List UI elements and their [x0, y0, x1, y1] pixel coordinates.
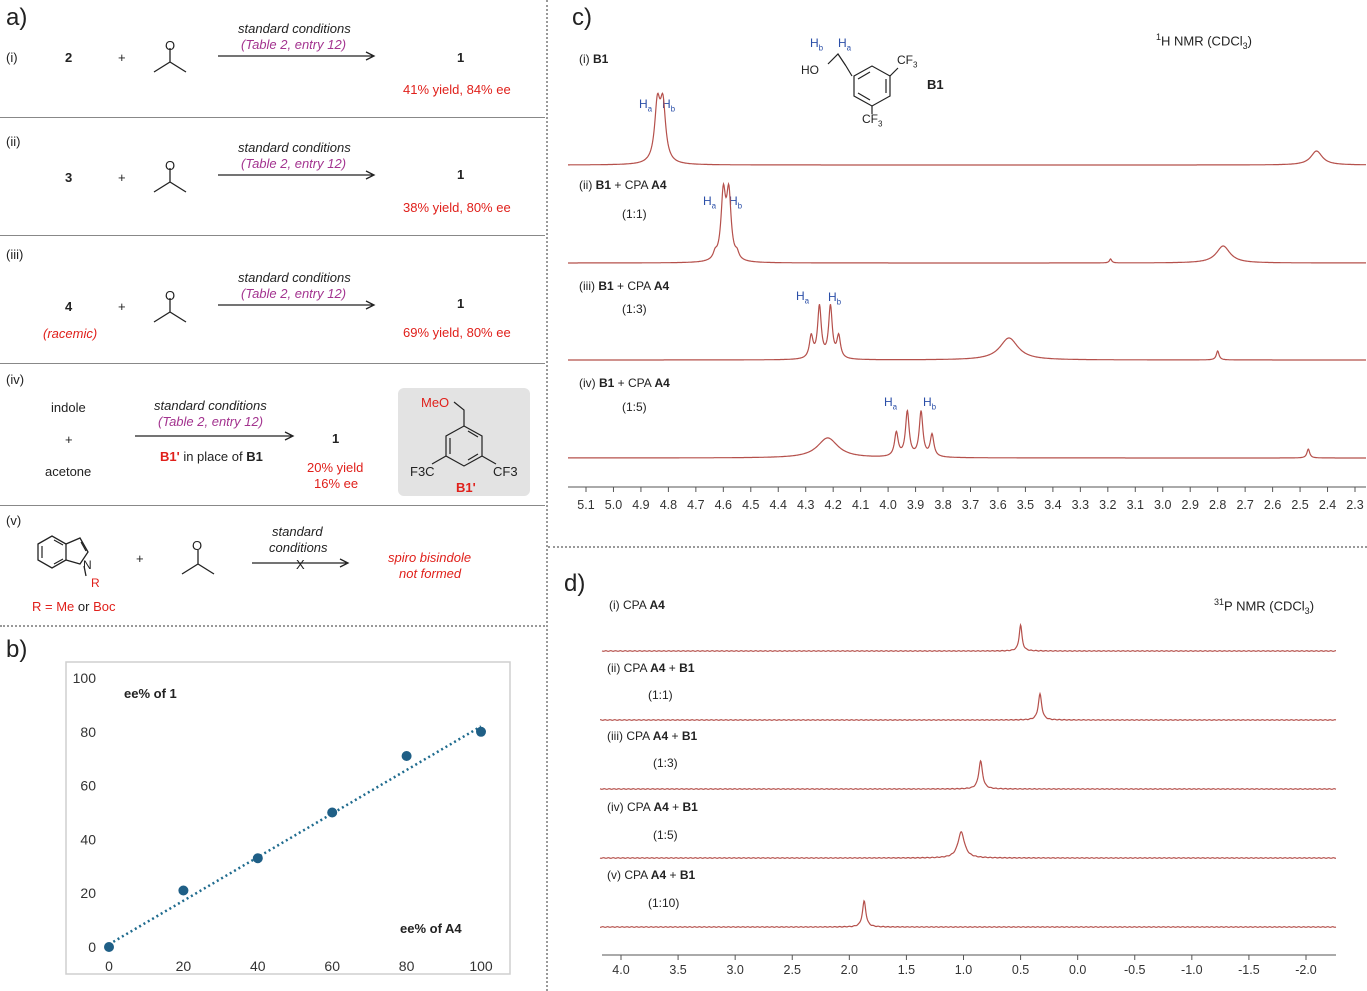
axis-tick-label: 2.3 — [1346, 498, 1364, 512]
reaction-arrow — [218, 50, 378, 62]
ratio-label-iv: (1:5) — [622, 400, 647, 414]
product-label: 1 — [457, 50, 465, 65]
axis-tick-label: 3.7 — [961, 498, 980, 512]
result-line1: spiro bisindole — [388, 550, 472, 565]
data-point — [253, 853, 263, 863]
spectrum-label-iv: (iv) B1 + CPA A4 — [579, 376, 670, 390]
reaction-arrow — [218, 169, 378, 181]
conditions-text: standard conditions — [154, 398, 267, 413]
replacement-note: B1' in place of B1 — [160, 449, 263, 464]
spectrum-label-ii: (ii) B1 + CPA A4 — [579, 178, 667, 192]
r-group-definition: R = Me or Boc — [32, 599, 116, 614]
oxygen-label: O — [165, 158, 176, 173]
panel-d-label: d) — [564, 570, 586, 597]
panel-c-label: c) — [572, 4, 592, 31]
p-ratio-label-ii: (1:1) — [648, 688, 673, 702]
axis-tick-label: 4.0 — [612, 963, 630, 977]
plus-sign: + — [136, 551, 144, 566]
row-separator — [0, 117, 545, 118]
conditions-text: standard conditions — [238, 21, 351, 36]
conditions-text: standard conditions — [238, 270, 351, 285]
p-ratio-label-iii: (1:3) — [653, 756, 678, 770]
p-ratio-label-v: (1:10) — [648, 896, 680, 910]
methoxy-label: MeO — [421, 395, 450, 410]
y-tick-label: 0 — [88, 939, 96, 955]
reactant-acetone: acetone — [45, 464, 92, 479]
ee-text: 16% ee — [314, 476, 359, 491]
axis-tick-label: 4.8 — [659, 498, 678, 512]
p-spectrum-label-i: (i) CPA A4 — [609, 598, 665, 612]
peak-label-hb: $H_b$ — [662, 97, 676, 114]
r-group-label: R — [91, 576, 100, 590]
axis-tick-label: -1.5 — [1238, 963, 1260, 977]
x-tick-label: 40 — [250, 958, 266, 974]
axis-tick-label: 3.0 — [1154, 498, 1172, 512]
p-spectrum-label-iv: (iv) CPA A4 + B1 — [607, 800, 698, 814]
x-tick-label: 0 — [105, 958, 113, 974]
peak-label-hb: $H_b$ — [729, 194, 743, 211]
axis-tick-label: 0.0 — [1068, 963, 1087, 977]
axis-tick-label: 3.8 — [934, 498, 952, 512]
peak-label-ha: $H_a$ — [796, 289, 810, 306]
peak-label-hb: $H_b$ — [828, 290, 842, 307]
nitrogen-label: N — [83, 558, 92, 572]
axis-tick-label: 3.4 — [1044, 498, 1062, 512]
b1-label: B1 — [927, 77, 944, 92]
axis-tick-label: 3.1 — [1126, 498, 1144, 512]
axis-tick-label: 3.5 — [669, 963, 687, 977]
axis-tick-label: 3.5 — [1016, 498, 1035, 512]
axis-tick-label: 4.6 — [714, 498, 733, 512]
axis-tick-label: 3.6 — [989, 498, 1007, 512]
ratio-label-ii: (1:1) — [622, 207, 647, 221]
conditions-entry: (Table 2, entry 12) — [158, 414, 264, 429]
plus-sign: + — [118, 299, 126, 314]
p-nmr-title: $^{31}$P NMR (CDCl$_3$) — [1214, 597, 1315, 616]
cf3-top-label: $CF_3$ — [897, 53, 918, 70]
p-spectrum-trace — [602, 625, 1336, 651]
axis-tick-label: 4.5 — [742, 498, 760, 512]
row-number: (i) — [6, 50, 18, 65]
spectrum-label-iii: (iii) B1 + CPA A4 — [579, 279, 670, 293]
x-axis-title: ee% of A4 — [400, 921, 462, 936]
y-axis-title: ee% of 1 — [124, 686, 177, 701]
reactant-label: 3 — [65, 170, 73, 185]
peak-label-ha: $H_a$ — [884, 395, 898, 412]
axis-tick-label: 3.9 — [906, 498, 925, 512]
p-spectrum-label-ii: (ii) CPA A4 + B1 — [607, 661, 695, 675]
axis-tick-label: 2.5 — [1291, 498, 1309, 512]
spectrum-trace — [568, 304, 1366, 360]
p-spectrum-label-iii: (iii) CPA A4 + B1 — [607, 729, 698, 743]
axis-tick-label: 2.6 — [1263, 498, 1282, 512]
reaction-arrow — [218, 299, 378, 311]
conditions-entry: (Table 2, entry 12) — [241, 156, 347, 171]
axis-tick-label: 3.2 — [1099, 498, 1117, 512]
axis-tick-label: 4.3 — [797, 498, 815, 512]
p-spectrum-trace — [600, 761, 1336, 789]
data-point — [327, 808, 337, 818]
axis-tick-label: 4.7 — [687, 498, 705, 512]
blocked-mark: X — [296, 557, 305, 572]
plus-sign: + — [118, 170, 126, 185]
axis-tick-label: 5.1 — [577, 498, 595, 512]
racemic-note: (racemic) — [43, 326, 98, 341]
x-tick-label: 60 — [324, 958, 340, 974]
cf3-label: CF3 — [493, 464, 518, 479]
row-separator — [0, 505, 545, 506]
axis-tick-label: 4.1 — [851, 498, 870, 512]
axis-tick-label: 2.8 — [1208, 498, 1227, 512]
axis-tick-label: 4.4 — [769, 498, 787, 512]
panel-b-label: b) — [6, 636, 28, 663]
y-tick-label: 100 — [72, 670, 96, 686]
conditions-entry: (Table 2, entry 12) — [241, 37, 347, 52]
x-tick-label: 20 — [175, 958, 192, 974]
axis-tick-label: 4.2 — [824, 498, 842, 512]
data-point — [402, 751, 412, 761]
axis-tick-label: 2.0 — [840, 963, 859, 977]
panel-a-label: a) — [6, 4, 28, 31]
p-nmr-spectra — [566, 580, 1367, 980]
nmr-title: $^1$H NMR (CDCl$_3$) — [1156, 32, 1252, 51]
result-line2: not formed — [399, 566, 462, 581]
conditions-text: standard conditions — [238, 140, 351, 155]
hb-label: $H_b$ — [810, 36, 824, 53]
x-tick-label: 100 — [469, 958, 493, 974]
conditions-entry: (Table 2, entry 12) — [241, 286, 347, 301]
vertical-divider — [546, 0, 548, 991]
axis-tick-label: 2.9 — [1181, 498, 1199, 512]
reactant-label: 2 — [65, 50, 73, 65]
axis-tick-label: 4.9 — [632, 498, 650, 512]
p-spectrum-trace — [600, 832, 1336, 859]
axis-tick-label: 4.0 — [879, 498, 897, 512]
b1-prime-label: B1' — [456, 480, 476, 495]
data-point — [476, 727, 486, 737]
axis-tick-label: 2.4 — [1318, 498, 1337, 512]
axis-tick-label: 3.0 — [726, 963, 744, 977]
reactant-label: 4 — [65, 299, 73, 314]
yield-ee: 69% yield, 80% ee — [403, 325, 511, 340]
oxygen-label: O — [192, 538, 203, 553]
hydroxyl-label: HO — [801, 63, 819, 77]
reactant-indole: indole — [51, 400, 86, 415]
yield-text: 20% yield — [307, 460, 364, 475]
axis-tick-label: -2.0 — [1295, 963, 1317, 977]
oxygen-label: O — [165, 38, 176, 53]
spectrum-label-i: (i) B1 — [579, 52, 609, 66]
y-tick-label: 20 — [80, 885, 96, 902]
y-tick-label: 60 — [80, 777, 96, 794]
product-label: 1 — [457, 296, 465, 311]
indole-structure — [34, 526, 114, 586]
h-nmr-spectra — [566, 0, 1367, 520]
axis-tick-label: -0.5 — [1123, 963, 1146, 977]
axis-tick-label: 2.5 — [783, 963, 801, 977]
divider-a-b — [0, 625, 545, 627]
p-spectrum-trace — [600, 901, 1336, 927]
conditions-line1: standard — [272, 524, 323, 539]
cf3-bottom-label: $CF_3$ — [862, 112, 883, 129]
axis-tick-label: 1.5 — [897, 963, 916, 977]
yield-ee: 38% yield, 80% ee — [403, 200, 511, 215]
p-ratio-label-iv: (1:5) — [653, 828, 678, 842]
conditions-line2: conditions — [269, 540, 328, 555]
ha-label: $H_a$ — [838, 36, 852, 53]
plus-sign: + — [65, 432, 73, 447]
p-spectrum-trace — [600, 694, 1336, 721]
row-separator — [0, 235, 545, 236]
axis-tick-label: 2.7 — [1236, 498, 1254, 512]
row-number: (ii) — [6, 134, 21, 149]
row-separator — [0, 363, 545, 364]
x-tick-label: 80 — [398, 958, 415, 974]
axis-tick-label: 1.0 — [954, 963, 973, 977]
reaction-arrow — [135, 430, 297, 442]
product-label: 1 — [332, 431, 340, 446]
row-number: (iii) — [6, 247, 24, 262]
row-number: (v) — [6, 513, 22, 528]
yield-ee: 41% yield, 84% ee — [403, 82, 511, 97]
peak-label-hb: $H_b$ — [923, 395, 937, 412]
axis-tick-label: 3.3 — [1071, 498, 1090, 512]
f3c-label: F3C — [410, 464, 435, 479]
peak-label-ha: $H_a$ — [703, 194, 717, 211]
spectrum-trace — [568, 411, 1366, 459]
trend-line — [109, 726, 481, 944]
axis-tick-label: -1.0 — [1181, 963, 1203, 977]
data-point — [178, 886, 188, 896]
product-label: 1 — [457, 167, 465, 182]
spectrum-trace — [568, 184, 1366, 263]
row-number: (iv) — [6, 372, 25, 387]
y-tick-label: 40 — [80, 831, 96, 848]
spectrum-trace — [568, 93, 1366, 165]
plus-sign: + — [118, 50, 126, 65]
divider-c-d — [548, 546, 1367, 548]
ratio-label-iii: (1:3) — [622, 302, 647, 316]
data-point — [104, 942, 114, 952]
peak-label-ha: $H_a$ — [639, 97, 653, 114]
axis-tick-label: 0.5 — [1011, 963, 1030, 977]
oxygen-label: O — [165, 288, 176, 303]
axis-tick-label: 5.0 — [604, 498, 623, 512]
y-tick-label: 80 — [80, 723, 96, 740]
p-spectrum-label-v: (v) CPA A4 + B1 — [607, 868, 696, 882]
